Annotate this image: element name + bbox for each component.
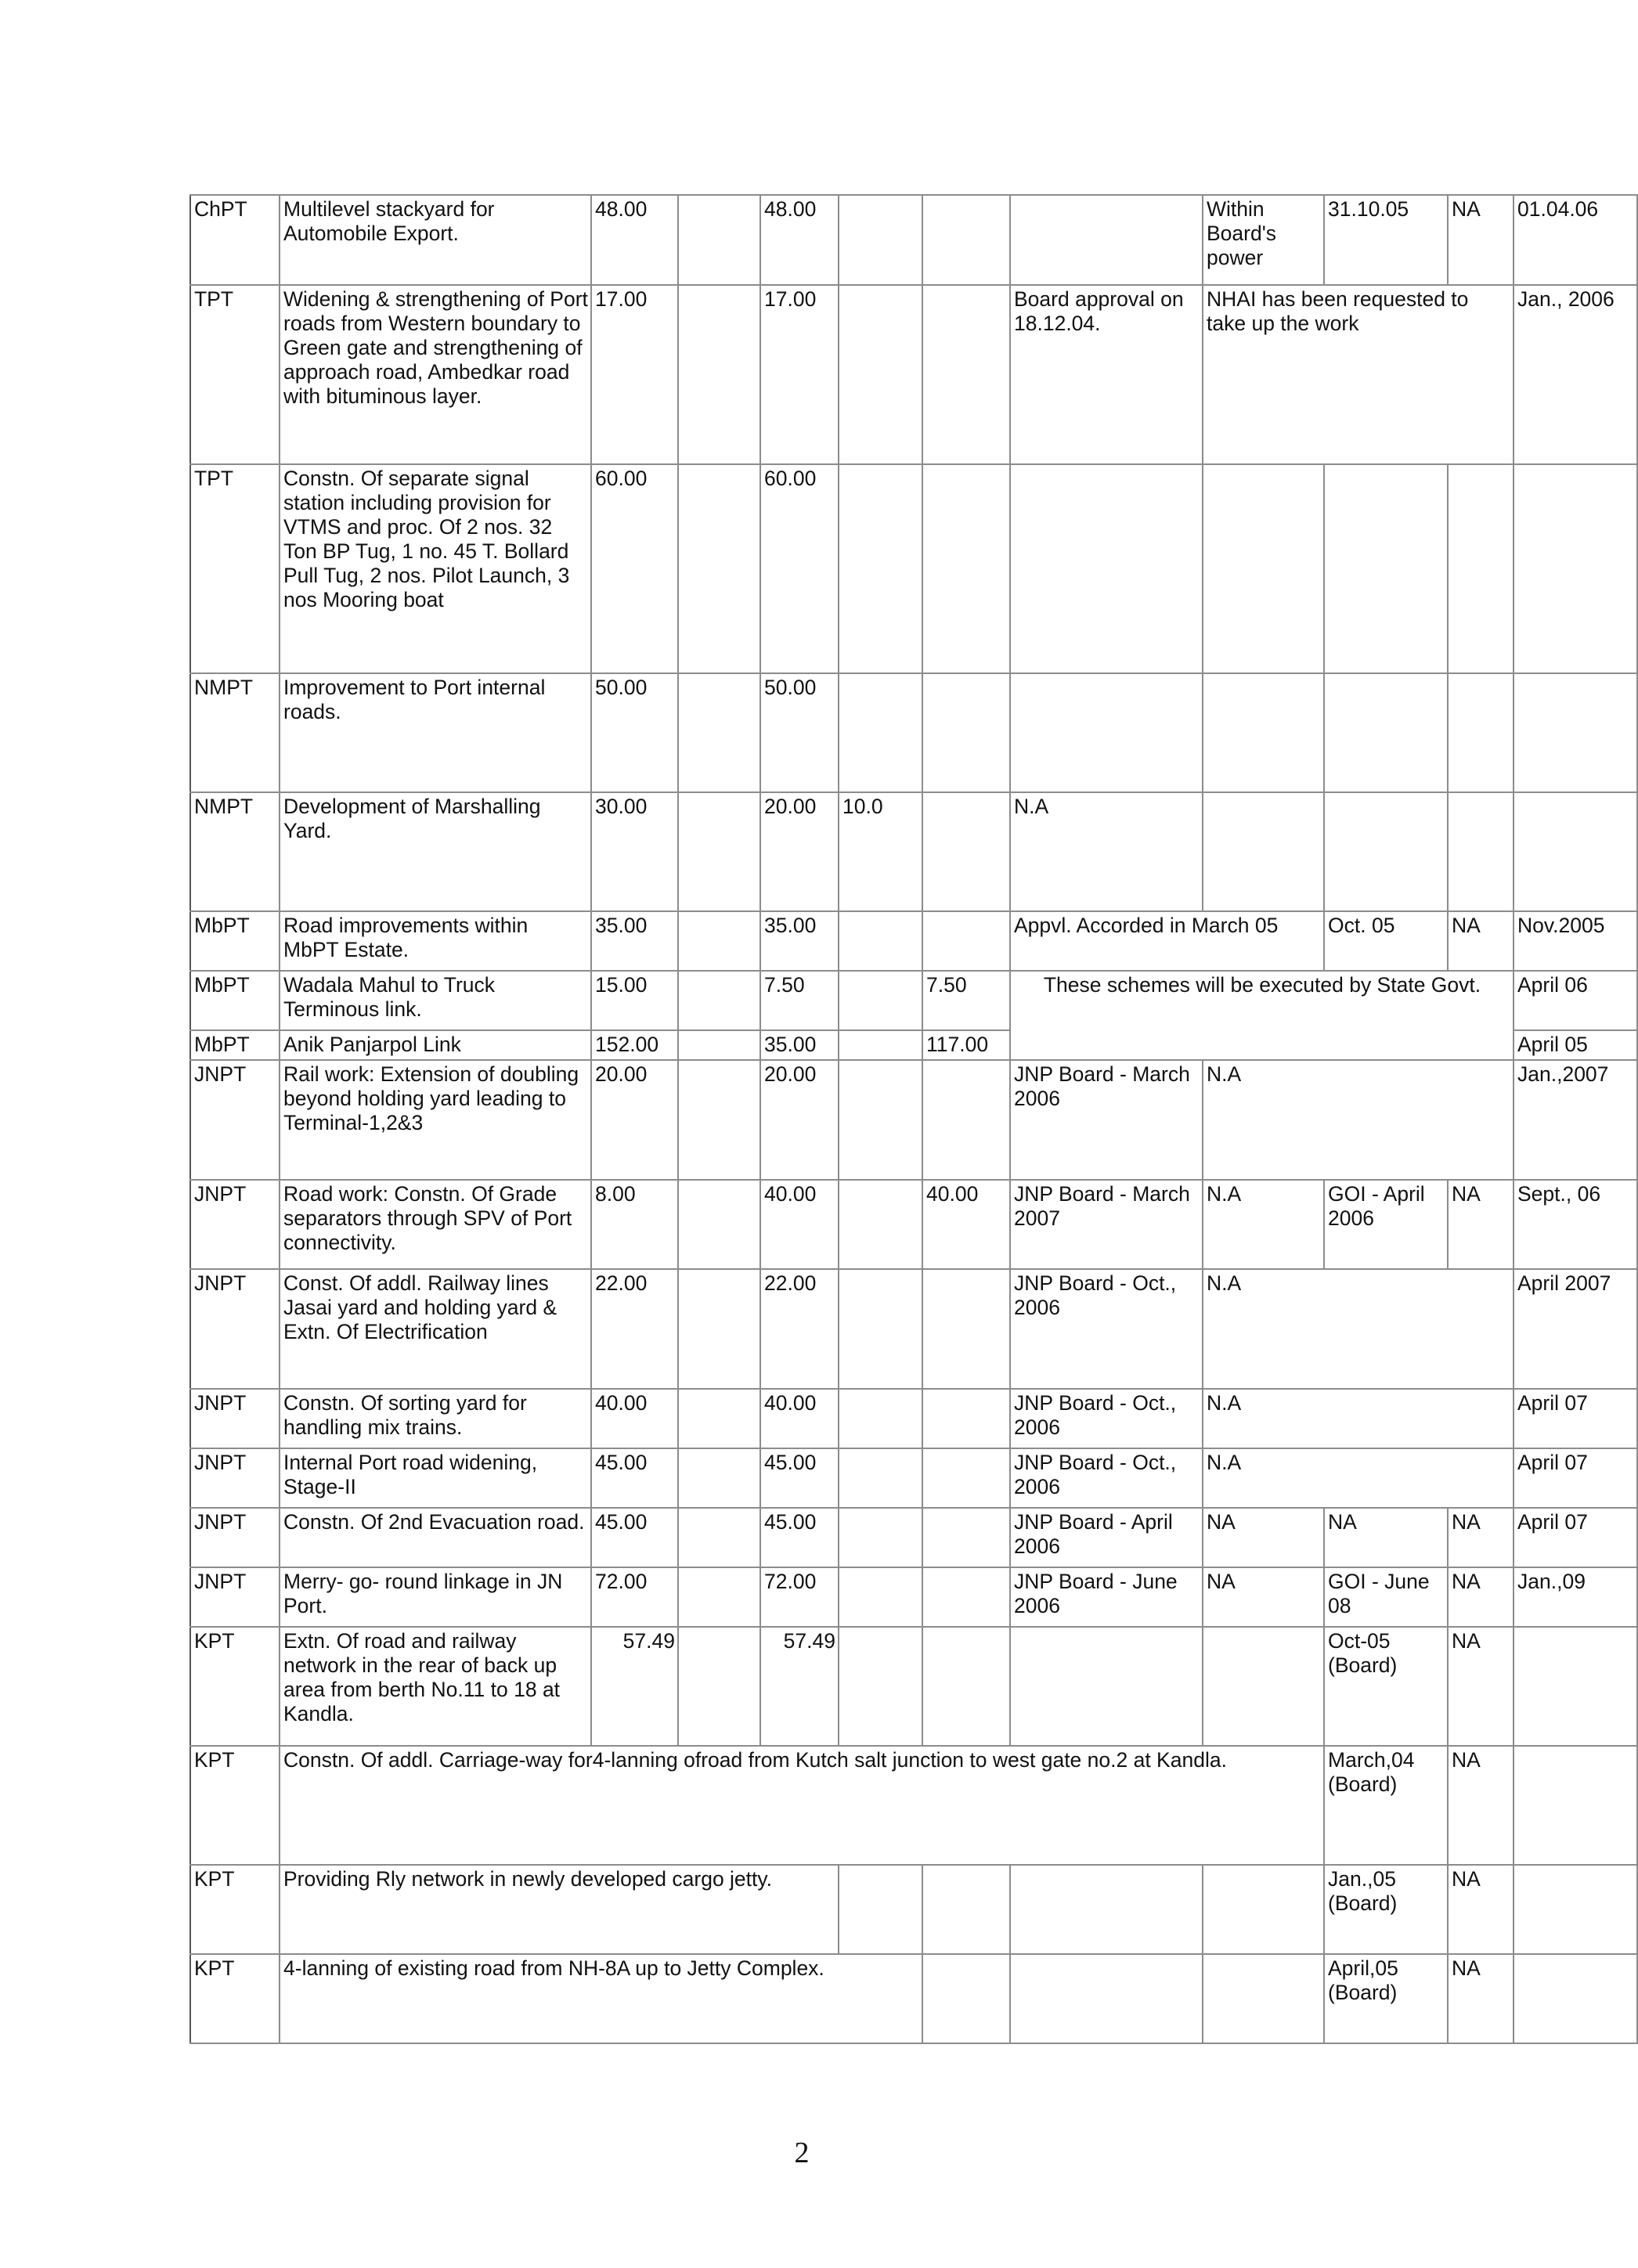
table-cell [1010,195,1203,285]
status-cell: NHAI has been requested to take up the work [1203,285,1514,464]
table-row [190,1060,1637,1180]
table-cell: 57.49 [760,1627,839,1746]
table-cell: NA [1448,1954,1514,2043]
completion-cell: April 06 [1514,971,1637,1030]
date-cell: 31.10.05 [1324,195,1448,285]
completion-cell: Jan.,2007 [1514,1060,1637,1180]
table-cell [1514,673,1637,792]
completion-cell: April 07 [1514,1448,1637,1508]
table-cell [678,673,760,792]
table-cell: NA [1448,911,1514,971]
table-cell [839,1030,922,1060]
cost-cell: 57.49 [591,1627,678,1746]
table-cell [1203,673,1324,792]
table-cell: 60.00 [760,464,839,673]
date-cell: March,04 (Board) [1324,1746,1448,1865]
cost-cell: 30.00 [591,792,678,911]
table-cell: 20.00 [760,792,839,911]
work-cell: Const. Of addl. Railway lines Jasai yard and holding yard & Extn. Of Electrification [280,1269,591,1389]
table-cell [1010,1954,1203,2043]
table-row [190,1389,1637,1448]
table-cell [839,195,922,285]
completion-cell: April 07 [1514,1389,1637,1448]
date-cell: Oct-05 (Board) [1324,1627,1448,1746]
work-cell: Wadala Mahul to Truck Terminous link. [280,971,591,1030]
table-cell: 35.00 [760,911,839,971]
port-cell: KPT [190,1954,280,2043]
cost-cell: 35.00 [591,911,678,971]
port-cell: JNPT [190,1269,280,1389]
work-cell: 4-lanning of existing road from NH-8A up to Jetty Complex. [280,1954,922,2043]
table-cell [922,1865,1010,1954]
table-cell [678,195,760,285]
work-cell: Multilevel stackyard for Automobile Export. [280,195,591,285]
table-cell [922,911,1010,971]
table-cell: NA [1448,1746,1514,1865]
table-cell: NA [1448,1865,1514,1954]
table-cell [1010,673,1203,792]
table-cell: 45.00 [760,1448,839,1508]
table-cell: NA [1448,1180,1514,1269]
cost-cell: 48.00 [591,195,678,285]
cost-cell: 72.00 [591,1567,678,1627]
table-cell [1324,464,1448,673]
table-cell [678,1448,760,1508]
work-cell: Widening & strengthening of Port roads from Western boundary to Green gate and strengthening of approach road, Ambedkar road with bituminous layer. [280,285,591,464]
work-cell: Road work: Constn. Of Grade separators through SPV of Port connectivity. [280,1180,591,1269]
approval-cell: N.A [1010,792,1203,911]
port-cell: JNPT [190,1389,280,1448]
table-cell: 40.00 [760,1389,839,1448]
date-cell: GOI - April 2006 [1324,1180,1448,1269]
cost-cell: 45.00 [591,1508,678,1567]
table-cell: NA [1448,1567,1514,1627]
approval-cell: JNP Board - Oct., 2006 [1010,1269,1203,1389]
table-row [190,1567,1637,1627]
table-cell [839,971,922,1030]
table-cell [1203,464,1324,673]
table-cell: 48.00 [760,195,839,285]
cost-cell: 22.00 [591,1269,678,1389]
cost-cell: 45.00 [591,1448,678,1508]
table-cell: 20.00 [760,1060,839,1180]
work-cell: Constn. Of addl. Carriage-way for4-lanning ofroad from Kutch salt junction to west gate no.2 at Kandla. [280,1746,1324,1865]
table-cell [839,1180,922,1269]
table-cell [1448,792,1514,911]
date-cell: April,05 (Board) [1324,1954,1448,2043]
table-cell [922,1389,1010,1448]
table-cell [1448,673,1514,792]
state-govt-note: These schemes will be executed by State Govt. [1010,971,1514,1060]
project-table-sheet [189,194,1615,2047]
table-cell: NA [1448,1508,1514,1567]
work-cell: Road improvements within MbPT Estate. [280,911,591,971]
table-row [190,1508,1637,1567]
table-cell [1324,792,1448,911]
status-cell: N.A [1203,1060,1514,1180]
table-cell [678,792,760,911]
table-cell [839,673,922,792]
port-cell: JNPT [190,1180,280,1269]
table-cell [922,1627,1010,1746]
table-cell [678,1269,760,1389]
table-cell [922,1567,1010,1627]
table-cell [1010,1627,1203,1746]
port-cell: MbPT [190,911,280,971]
table-cell [922,1448,1010,1508]
table-cell [839,1389,922,1448]
table-cell [839,1448,922,1508]
table-cell: 17.00 [760,285,839,464]
table-row [190,1954,1637,2043]
table-cell: N.A [1203,1180,1324,1269]
table-cell: 7.50 [760,971,839,1030]
project-table [189,194,1638,2044]
table-cell [922,285,1010,464]
table-cell: NA [1448,195,1514,285]
table-row [190,464,1637,673]
work-cell: Internal Port road widening, Stage-II [280,1448,591,1508]
table-cell [839,285,922,464]
table-row [190,1865,1637,1954]
table-cell [922,1060,1010,1180]
completion-cell: April 07 [1514,1508,1637,1567]
work-cell: Rail work: Extension of doubling beyond holding yard leading to Terminal-1,2&3 [280,1060,591,1180]
cost-cell: 60.00 [591,464,678,673]
port-cell: KPT [190,1627,280,1746]
table-cell [678,1567,760,1627]
table-row [190,1269,1637,1389]
table-cell [678,971,760,1030]
table-cell [678,911,760,971]
port-cell: MbPT [190,971,280,1030]
port-cell: JNPT [190,1060,280,1180]
table-cell [839,911,922,971]
work-cell: Constn. Of sorting yard for handling mix trains. [280,1389,591,1448]
table-cell [839,464,922,673]
table-cell: NA [1448,1627,1514,1746]
table-row [190,1180,1637,1269]
port-cell: TPT [190,285,280,464]
table-cell [1203,1865,1324,1954]
table-cell [1514,1746,1637,1865]
table-cell: 22.00 [760,1269,839,1389]
port-cell: JNPT [190,1567,280,1627]
work-cell: Anik Panjarpol Link [280,1030,591,1060]
table-cell [922,1269,1010,1389]
table-cell [678,1508,760,1567]
work-cell: Providing Rly network in newly developed cargo jetty. [280,1865,839,1954]
status-cell: N.A [1203,1269,1514,1389]
table-cell [1010,1865,1203,1954]
table-cell [678,1627,760,1746]
table-row [190,1448,1637,1508]
table-cell [922,1954,1010,2043]
table-cell: 40.00 [760,1180,839,1269]
table-row [190,971,1637,1030]
work-cell: Development of Marshalling Yard. [280,792,591,911]
table-cell [839,1865,922,1954]
table-cell [839,1627,922,1746]
approval-cell: JNP Board - June 2006 [1010,1567,1203,1627]
completion-cell: Sept., 06 [1514,1180,1637,1269]
port-cell: NMPT [190,673,280,792]
table-row [190,673,1637,792]
completion-cell: 01.04.06 [1514,195,1637,285]
table-cell [1514,464,1637,673]
table-cell: 7.50 [922,971,1010,1030]
table-cell [678,1180,760,1269]
port-cell: TPT [190,464,280,673]
table-cell: 35.00 [760,1030,839,1060]
table-cell [1010,464,1203,673]
date-cell: GOI - June 08 [1324,1567,1448,1627]
cost-cell: 40.00 [591,1389,678,1448]
table-cell [1324,673,1448,792]
approval-cell: Within Board's power [1203,195,1324,285]
table-cell: NA [1203,1508,1324,1567]
table-cell [839,1508,922,1567]
approval-cell: Board approval on 18.12.04. [1010,285,1203,464]
status-cell: N.A [1203,1448,1514,1508]
table-cell [922,673,1010,792]
table-cell [922,464,1010,673]
table-cell [922,1508,1010,1567]
completion-cell: Nov.2005 [1514,911,1637,971]
table-cell [839,1567,922,1627]
port-cell: NMPT [190,792,280,911]
cost-cell: 15.00 [591,971,678,1030]
cost-cell: 20.00 [591,1060,678,1180]
port-cell: ChPT [190,195,280,285]
approval-cell: JNP Board - March 2006 [1010,1060,1203,1180]
table-cell [678,1060,760,1180]
date-cell: Oct. 05 [1324,911,1448,971]
table-cell [1514,1954,1637,2043]
work-cell: Improvement to Port internal roads. [280,673,591,792]
date-cell: NA [1324,1508,1448,1567]
page-number: 2 [794,2136,810,2169]
date-cell: Jan.,05 (Board) [1324,1865,1448,1954]
table-cell [839,1269,922,1389]
completion-cell: Jan.,09 [1514,1567,1637,1627]
port-cell: JNPT [190,1448,280,1508]
table-cell [678,464,760,673]
work-cell: Merry- go- round linkage in JN Port. [280,1567,591,1627]
table-cell: 45.00 [760,1508,839,1567]
status-cell: N.A [1203,1389,1514,1448]
table-cell: 72.00 [760,1567,839,1627]
work-cell: Constn. Of separate signal station including provision for VTMS and proc. Of 2 nos. 32 Ton BP Tug, 1 no. 45 T. Bollard Pull Tug, 2 nos. Pilot Launch, 3 nos Mooring boat [280,464,591,673]
table-cell [1514,1627,1637,1746]
approval-cell: Appvl. Accorded in March 05 [1010,911,1324,971]
port-cell: JNPT [190,1508,280,1567]
table-cell [678,285,760,464]
cost-cell: 152.00 [591,1030,678,1060]
table-cell: 50.00 [760,673,839,792]
port-cell: MbPT [190,1030,280,1060]
table-cell [922,195,1010,285]
table-cell [1448,464,1514,673]
work-cell: Constn. Of 2nd Evacuation road. [280,1508,591,1567]
work-cell: Extn. Of road and railway network in the rear of back up area from berth No.11 to 18 at Kandla. [280,1627,591,1746]
table-cell: 117.00 [922,1030,1010,1060]
table-cell: NA [1203,1567,1324,1627]
port-cell: KPT [190,1746,280,1865]
cost-cell: 8.00 [591,1180,678,1269]
table-row [190,792,1637,911]
approval-cell: JNP Board - March 2007 [1010,1180,1203,1269]
table-cell [678,1030,760,1060]
table-cell [1203,1627,1324,1746]
table-cell [839,1060,922,1180]
cost-cell: 50.00 [591,673,678,792]
table-cell [1203,1954,1324,2043]
approval-cell: JNP Board - Oct., 2006 [1010,1448,1203,1508]
table-cell [1514,792,1637,911]
approval-cell: JNP Board - Oct., 2006 [1010,1389,1203,1448]
table-row [190,285,1637,464]
table-cell [1203,792,1324,911]
table-cell: 10.0 [839,792,922,911]
table-row [190,911,1637,971]
cost-cell: 17.00 [591,285,678,464]
table-cell [1514,1865,1637,1954]
approval-cell: JNP Board - April 2006 [1010,1508,1203,1567]
table-row [190,1627,1637,1746]
completion-cell: April 05 [1514,1030,1637,1060]
completion-cell: Jan., 2006 [1514,285,1637,464]
port-cell: KPT [190,1865,280,1954]
completion-cell: April 2007 [1514,1269,1637,1389]
table-cell: 40.00 [922,1180,1010,1269]
table-cell [922,792,1010,911]
table-row [190,1746,1637,1865]
table-row [190,195,1637,285]
table-cell [678,1389,760,1448]
